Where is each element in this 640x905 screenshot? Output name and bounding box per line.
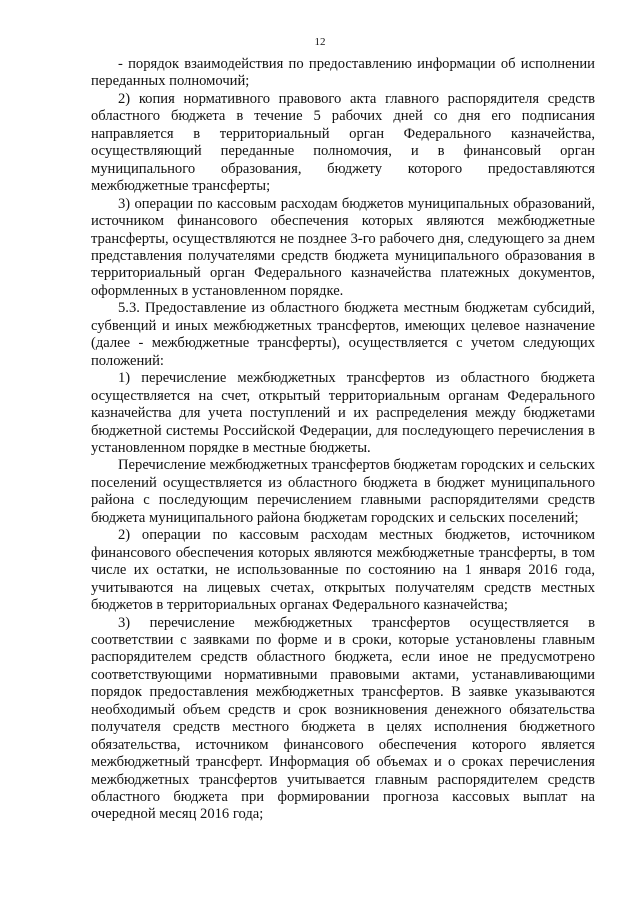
paragraph-item-2-copy-of-act: 2) копия нормативного правового акта главного распорядителя средств областного бюджета в течение 5 рабочих дней со дня его подписания направляется в территориальный орган Федерального казначейства, осуществляющий переданные полномочия, и в финансовый орган муниципального образования, бюджету которого предоставляются межбюджетные трансферты; [91,90,595,195]
paragraph-section-5-3: 5.3. Предоставление из областного бюджета местным бюджетам субсидий, субвенций и иных межбюджетных трансфертов, имеющих целевое назначение (далее - межбюджетные трансферты), осуществляется с учетом следующих положений: [91,300,595,369]
paragraph-item-3-cash-operations: 3) операции по кассовым расходам бюджетов муниципальных образований, источником финансового обеспечения которых являются межбюджетные трансферты, осуществляются не позднее 3-го рабочего дня, следующего за днем представления получателями средств бюджета муниципального образования в территориальный орган Федерального казначейства платежных документов, оформленных в установленном порядке. [91,195,595,299]
page-number: 12 [314,36,326,48]
paragraph-item-3-transfer-requests: 3) перечисление межбюджетных трансфертов осуществляется в соответствии с заявками по форме и в сроки, которые установлены главным распорядителем средств областного бюджета, если иное не предусмотрено соответствующими нормативными правовыми актами, устанавливающими порядок предоставления межбюджетных трансфертов. В заявке указываются необходимый объем средств и срок возникновения денежного обязательства получателя средств местного бюджета в целях исполнения бюджетного обязательства, источником финансового обеспечения которого является межбюджетный трансферт. Информация об объемах и о сроках перечисления межбюджетных трансфертов учитывается главным распорядителем средств областного бюджета при формировании прогноза кассовых выплат на очередной месяц 2016 года; [91,614,595,823]
paragraph-settlements-transfer: Перечисление межбюджетных трансфертов бюджетам городских и сельских поселений осуществляется из областного бюджета в бюджет муниципального района с последующим перечислением главными распорядителями средств бюджета муниципального района бюджетам городских и сельских поселений; [91,457,595,526]
paragraph-item-2-cash-operations-local: 2) операции по кассовым расходам местных бюджетов, источником финансового обеспечения которых являются межбюджетные трансферты, в том числе их остатки, не использованные по состоянию на 1 января 2016 года, учитываются на лицевых счетах, открытых получателям средств местных бюджетов в территориальных органах Федерального казначейства; [91,527,595,614]
document-body [91,56,595,824]
paragraph-item-1-transfer: 1) перечисление межбюджетных трансфертов из областного бюджета осуществляется на счет, открытый территориальным органам Федерального казначейства для учета поступлений и их распределения между бюджетами бюджетной системы Российской Федерации, для последующего перечисления в установленном порядке в местные бюджеты. [91,370,595,456]
paragraph-interaction-procedure: - порядок взаимодействия по предоставлению информации об исполнении переданных полномочий; [91,56,595,90]
